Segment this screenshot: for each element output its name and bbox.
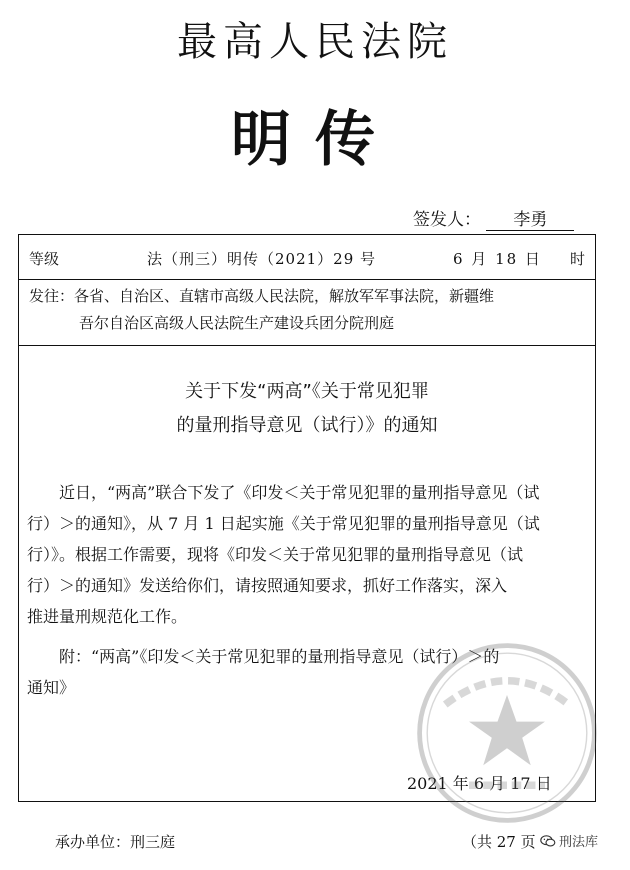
recipients-row (19, 279, 595, 346)
watermark-label: 刑法库 (559, 835, 599, 850)
document-type-title: 明传 (231, 105, 399, 175)
official-seal (412, 638, 602, 828)
attachment-line: 附：“两高”《印发＜关于常见犯罪的量刑指导意见（试行）＞的 (59, 647, 500, 666)
notice-title-line-1: 关于下发“两高”《关于常见犯罪 (185, 381, 429, 402)
notice-title-line-2: 的量刑指导意见（试行）》的通知 (176, 415, 438, 436)
meta-row (19, 235, 595, 280)
level-label: 等级 (29, 250, 60, 268)
recipients-line-2: 吾尔自治区高级人民法院生产建设兵团分院刑庭 (79, 314, 395, 332)
body-line: 行）＞的通知》，从 7 月 1 日起实施《关于常见犯罪的量刑指导意见（试 (27, 514, 540, 533)
page-count: （共 27 页 (462, 833, 536, 851)
court-title: 最高人民法院 (177, 19, 453, 65)
issuer-name: 李勇 (486, 205, 574, 231)
attachment-line: 通知》 (27, 678, 76, 697)
document-number: 法（刑三）明传（2021）29 号 (147, 250, 377, 268)
notice-title (19, 375, 595, 443)
body-line: 推进量刑规范化工作。 (27, 607, 188, 626)
recipients-line-1: 发往：各省、自治区、直辖市高级人民法院，解放军军事法院，新疆维 (29, 287, 495, 305)
signature-date: 2021 年 6 月 17 日 (407, 774, 552, 793)
handling-unit: 承办单位：刑三庭 (55, 833, 176, 851)
issuer-line (413, 205, 574, 231)
send-date: 6 月 18 日 (453, 250, 542, 268)
wechat-icon (540, 834, 556, 848)
issuer-label: 签发人： (413, 210, 481, 230)
source-watermark (540, 831, 598, 850)
time-label: 时 (570, 250, 586, 268)
body-line: 行）》。根据工作需要，现将《印发＜关于常见犯罪的量刑指导意见（试 (27, 545, 524, 564)
body-line: 行）＞的通知》发送给你们，请按照通知要求，抓好工作落实，深入 (27, 576, 508, 595)
body-line: 近日，“两高”联合下发了《印发＜关于常见犯罪的量刑指导意见（试 (59, 483, 540, 502)
